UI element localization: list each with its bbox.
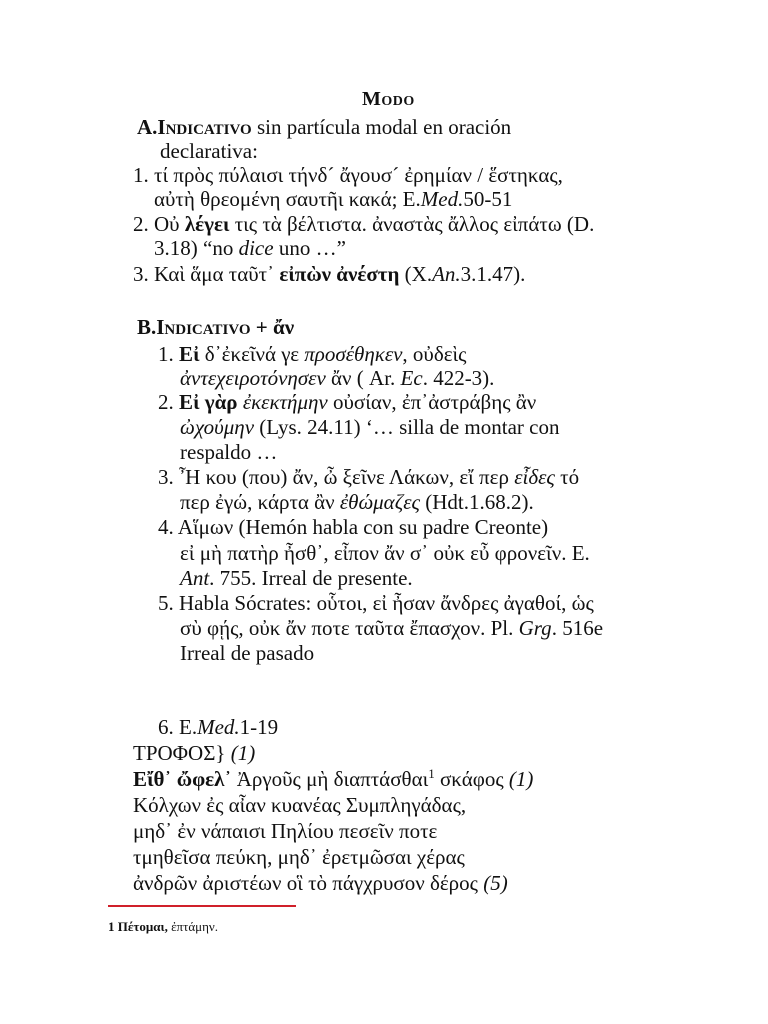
poem-line-3: μηδ᾽ ἐν νάπαισι Πηλίου πεσεῖν ποτε: [133, 819, 438, 843]
work-title: An.: [432, 262, 461, 286]
example-b5-line3: Irreal de pasado: [180, 641, 315, 665]
example-b5-line2: [180, 616, 603, 640]
greek-text: , οὐδεὶς: [402, 342, 467, 366]
highlighted-verb: λέγει: [184, 212, 230, 236]
citation: 50-51: [463, 187, 513, 211]
citation: (Hdt.1.68.2).: [420, 490, 534, 514]
poem-line-4: τμηθεῖσα πεύκη, μηδ᾽ ἐρετμῶσαι χέρας: [133, 845, 465, 869]
greek-text: σὺ φῄς, οὐκ ἄν ποτε ταῦτα ἔπασχον. Pl.: [180, 616, 519, 640]
example-number: 2.: [158, 390, 179, 414]
citation: (Lys. 24.11) ‘… silla de montar con: [254, 415, 560, 439]
greek-text: Οὐ: [154, 212, 185, 236]
citation: . 516e: [551, 616, 604, 640]
example-a1-line2: [154, 187, 512, 211]
translation-italic: dice: [238, 236, 274, 260]
greek-text: Αἵμων (Hemón habla con su padre Creonte): [177, 515, 549, 539]
example-number: 1.: [158, 342, 179, 366]
example-number: 2.: [133, 212, 154, 236]
citation: 3.18) “no: [154, 236, 239, 260]
poem-speaker: [133, 741, 255, 765]
page-title: Modo: [362, 88, 415, 110]
example-number: 3.: [158, 465, 179, 489]
work-title: Ec: [400, 366, 423, 390]
translation: uno …”: [273, 236, 346, 260]
section-b-heading-text: + ἄν: [250, 315, 295, 339]
citation: . 422-3).: [422, 366, 495, 390]
footnote-marker[interactable]: 1: [428, 766, 435, 781]
citation: (X.: [399, 262, 433, 286]
example-number: 4.: [158, 515, 178, 539]
example-b2-line1: [158, 390, 536, 414]
italic-verb: ἀντεχειροτόνησεν: [180, 366, 326, 390]
greek-text: σκάφος: [434, 767, 509, 791]
line-number: (1): [225, 741, 256, 765]
line-number: (1): [508, 767, 534, 791]
speaker-name: ΤΡΟΦΟΣ}: [133, 741, 226, 765]
work-title: Grg: [518, 616, 552, 640]
example-b4-line3: [180, 566, 413, 590]
greek-text: τό: [554, 465, 580, 489]
greek-text: Habla Sócrates: οὗτοι, εἰ ἦσαν ἄνδρες ἀγαθοί, ὡς: [179, 591, 594, 615]
example-b3-line1: [158, 465, 579, 489]
citation: ἄν ( Ar.: [325, 366, 401, 390]
example-b4-line1: [158, 515, 548, 539]
section-a-heading-text: sin partícula modal en oración: [251, 115, 512, 139]
citation: 1-19: [239, 715, 279, 739]
example-a2-line1: [133, 212, 594, 236]
greek-text: οὐσίαν, ἐπ᾽ἀστράβης ἂν: [327, 390, 537, 414]
example-b5-line1: [158, 591, 594, 615]
greek-text: Καὶ ἅμα ταῦτ᾽: [154, 262, 280, 286]
line-number: (5): [483, 871, 508, 895]
greek-text: Ἦ κου (που) ἄν, ὦ ξεῖνε Λάκων, εἴ περ: [179, 465, 515, 489]
example-b1-line1: [158, 342, 467, 366]
example-number: 5.: [158, 591, 179, 615]
italic-verb: ἐκεκτήμην: [242, 390, 328, 414]
section-b-heading: [137, 315, 294, 339]
poem-line-1: [133, 767, 533, 791]
section-a-label: A.Indicativo: [137, 115, 252, 139]
example-a2-line2: [154, 236, 346, 260]
italic-verb: εἶδες: [514, 465, 555, 489]
example-number: 1.: [133, 163, 154, 187]
work-title: Med.: [420, 187, 464, 211]
greek-text: περ ἐγώ, κάρτα ἂν: [180, 490, 340, 514]
work-title: Med.: [197, 715, 240, 739]
section-a-heading-continued: declarativa:: [160, 139, 258, 163]
work-title: Ant: [180, 566, 210, 590]
greek-text: τί πρὸς πύλαισι τήνδ´ ἄγουσ´ ἐρημίαν / ἕστηκας,: [154, 163, 563, 187]
greek-text: αὐτὴ θρεομένη σαυτῆι κακά; E.: [154, 187, 421, 211]
highlighted-particle: Εἰ: [179, 342, 200, 366]
highlighted-verb: Εἴθ᾽ ὤφελ᾽: [133, 767, 232, 791]
example-a1-line1: [133, 163, 563, 187]
highlighted-verb: εἰπὼν ἀνέστη: [279, 262, 400, 286]
citation: 3.1.47).: [460, 262, 526, 286]
greek-text: ἀνδρῶν ἀριστέων οἳ τὸ πάγχρυσον δέρος: [133, 871, 484, 895]
greek-text: τις τὰ βέλτιστα. ἀναστὰς ἄλλος εἰπάτω (D.: [229, 212, 595, 236]
example-b2-line3: respaldo …: [180, 440, 278, 464]
section-a-heading: [137, 115, 511, 139]
footnote-label: 1 Πέτομαι,: [108, 919, 168, 934]
greek-text: Ἀργοῦς μὴ διαπτάσθαι: [231, 767, 429, 791]
poem-line-5: [133, 871, 508, 895]
example-b3-line2: [180, 490, 534, 514]
footnote-divider: [108, 905, 296, 907]
footnote-text: ἐπτάμην.: [167, 919, 219, 934]
italic-verb: ἐθώμαζες: [339, 490, 420, 514]
example-number: 3.: [133, 262, 154, 286]
example-b4-line2: εἰ μὴ πατὴρ ἦσθ᾽, εἶπον ἄν σ᾽ οὐκ εὖ φρονεῖν. E.: [180, 541, 590, 565]
section-b-label: B.Indicativo: [137, 315, 251, 339]
citation: . 755. Irreal de presente.: [209, 566, 413, 590]
example-b2-line2: [180, 415, 559, 439]
italic-verb: προσέθηκεν: [304, 342, 403, 366]
example-b1-line2: [180, 366, 494, 390]
italic-verb: ὠχούμην: [180, 415, 255, 439]
greek-text: δ᾽ἐκεῖνά γε: [199, 342, 305, 366]
highlighted-particle: Εἰ γὰρ: [179, 390, 238, 414]
citation: E.: [179, 715, 198, 739]
footnote: [108, 919, 218, 935]
example-number: 6.: [158, 715, 179, 739]
example-a3: [133, 262, 525, 286]
poem-line-2: Κόλχων ἐς αἶαν κυανέας Συμπληγάδας,: [133, 793, 467, 817]
example-b6: [158, 715, 278, 739]
